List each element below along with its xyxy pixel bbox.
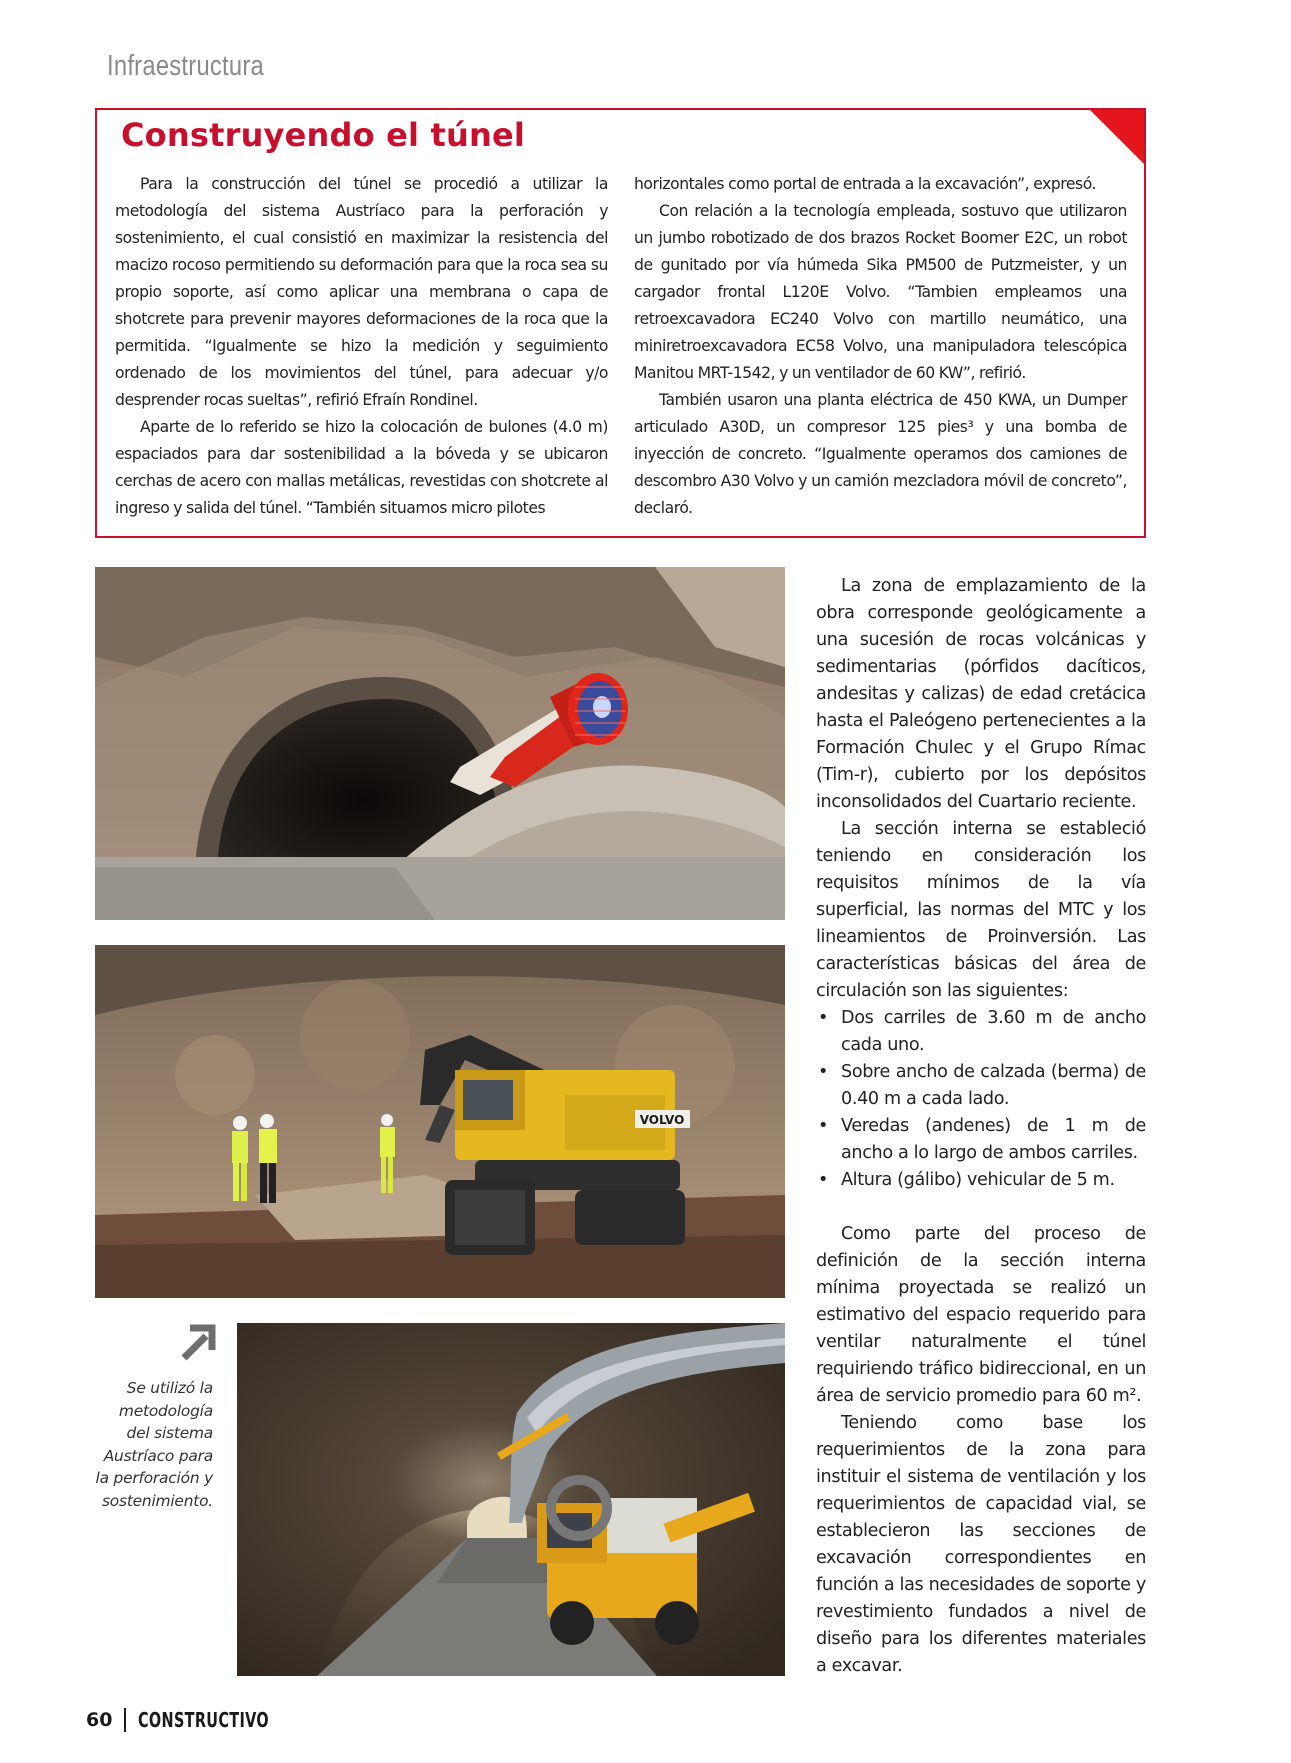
box-column-left: [115, 171, 608, 522]
box-paragraph: Aparte de lo referido se hizo la colocación de bulones (4.0 m) espaciados para dar sostenibilidad a la bóveda y se ubicaron cerchas de acero con mallas metálicas, revestidas con shotcrete al ingreso y salida del túnel. “También situamos micro pilotes: [115, 418, 608, 517]
magazine-name: CONSTRUCTIVO: [138, 1708, 270, 1732]
list-item: • Dos carriles de 3.60 m de ancho cada uno.: [816, 1005, 1146, 1059]
page-footer: [86, 1705, 320, 1735]
sidebar-box: [95, 108, 1146, 538]
list-item: • Altura (gálibo) vehicular de 5 m.: [816, 1167, 1146, 1194]
box-paragraph: También usaron una planta eléctrica de 450 KWA, un Dumper articulado A30D, un compresor 125 pies³ y una bomba de inyección de concreto. “Igualmente operamos dos camiones de descombro A30 Volvo y un camión mezcladora móvil de concreto”, declaró.: [634, 391, 1127, 517]
volvo-brand-label: VOLVO: [639, 1113, 685, 1127]
page-number: 60: [86, 1709, 113, 1731]
corner-triangle: [1089, 109, 1145, 165]
body-text-column: [816, 573, 1146, 1680]
tunnel-interior-photo: [237, 1323, 785, 1676]
tunnel-portal-photo: [95, 567, 785, 920]
box-column-right: [634, 171, 1127, 522]
list-item: • Veredas (andenes) de 1 m de ancho a lo largo de ambos carriles.: [816, 1113, 1146, 1167]
body-paragraph: La sección interna se estableció teniendo en consideración los requisitos mínimos de la vía superficial, las normas del MTC y los lineamientos de Proinversión. Las características básicas del área de circulación son las siguientes:: [816, 819, 1146, 1001]
tunnel-portal-illustration: [95, 567, 785, 920]
excavator-photo: [95, 945, 785, 1298]
list-item: • Sobre ancho de calzada (berma) de 0.40 m a cada lado.: [816, 1059, 1146, 1113]
photo-caption: Se utilizó la metodología del sistema Austríaco para la perforación y sostenimiento.: [95, 1379, 213, 1510]
footer-divider: [124, 1708, 126, 1732]
specs-list: [816, 1005, 1146, 1194]
box-paragraph: Para la construcción del túnel se procedió a utilizar la metodología del sistema Austríaco para la perforación y sostenimiento, el cual consistió en maximizar la resistencia del macizo rocoso permitiendo su deformación para que la roca sea su propio soporte, así como aplicar una membrana o capa de shotcrete para prevenir mayores deformaciones de la roca que la permitida. “Igualmente se hizo la medición y seguimiento ordenado de los movimientos del túnel, para adecuar y/o desprender rocas sueltas”, refirió Efraín Rondinel.: [115, 175, 608, 409]
box-title: Construyendo el túnel: [121, 116, 526, 154]
tunnel-interior-illustration: [237, 1323, 785, 1676]
section-label: Infraestructura: [107, 50, 265, 82]
body-paragraph: La zona de emplazamiento de la obra corresponde geológicamente a una sucesión de rocas volcánicas y sedimentarias (pórfidos dacíticos, andesitas y calizas) de edad cretácica hasta el Paleógeno pertenecientes a la Formación Chulec y el Grupo Rímac (Tim-r), cubierto por los depósitos inconsolidados del Cuartario reciente.: [816, 576, 1146, 812]
box-paragraph: Con relación a la tecnología empleada, sostuvo que utilizaron un jumbo robotizado de dos brazos Rocket Boomer E2C, un robot de gunitado por vía húmeda Sika PM500 de Putzmeister, y un cargador frontal L120E Volvo. “Tambien empleamos una retroexcavadora EC240 Volvo con martillo neumático, una miniretroexcavadora EC58 Volvo, una manipuladora telescópica Manitou MRT-1542, y un ventilador de 60 KW”, refirió.: [634, 202, 1127, 382]
excavator-illustration: [95, 945, 785, 1298]
body-paragraph: Teniendo como base los requerimientos de la zona para instituir el sistema de ventilación y los requerimientos de capacidad vial, se establecieron las secciones de excavación correspondientes en función a las necesidades de soporte y revestimiento fundados a nivel de diseño para los diferentes materiales a excavar.: [816, 1413, 1146, 1676]
paragraph-gap: [816, 1194, 1146, 1221]
box-paragraph: horizontales como portal de entrada a la excavación”, expresó.: [634, 175, 1097, 193]
body-paragraph: Como parte del proceso de definición de la sección interna mínima proyectada se realizó un estimativo del espacio requerido para ventilar naturalmente el túnel requiriendo tráfico bidireccional, en un área de servicio promedio para 60 m².: [816, 1224, 1146, 1406]
arrow-up-right-icon: [178, 1322, 218, 1362]
